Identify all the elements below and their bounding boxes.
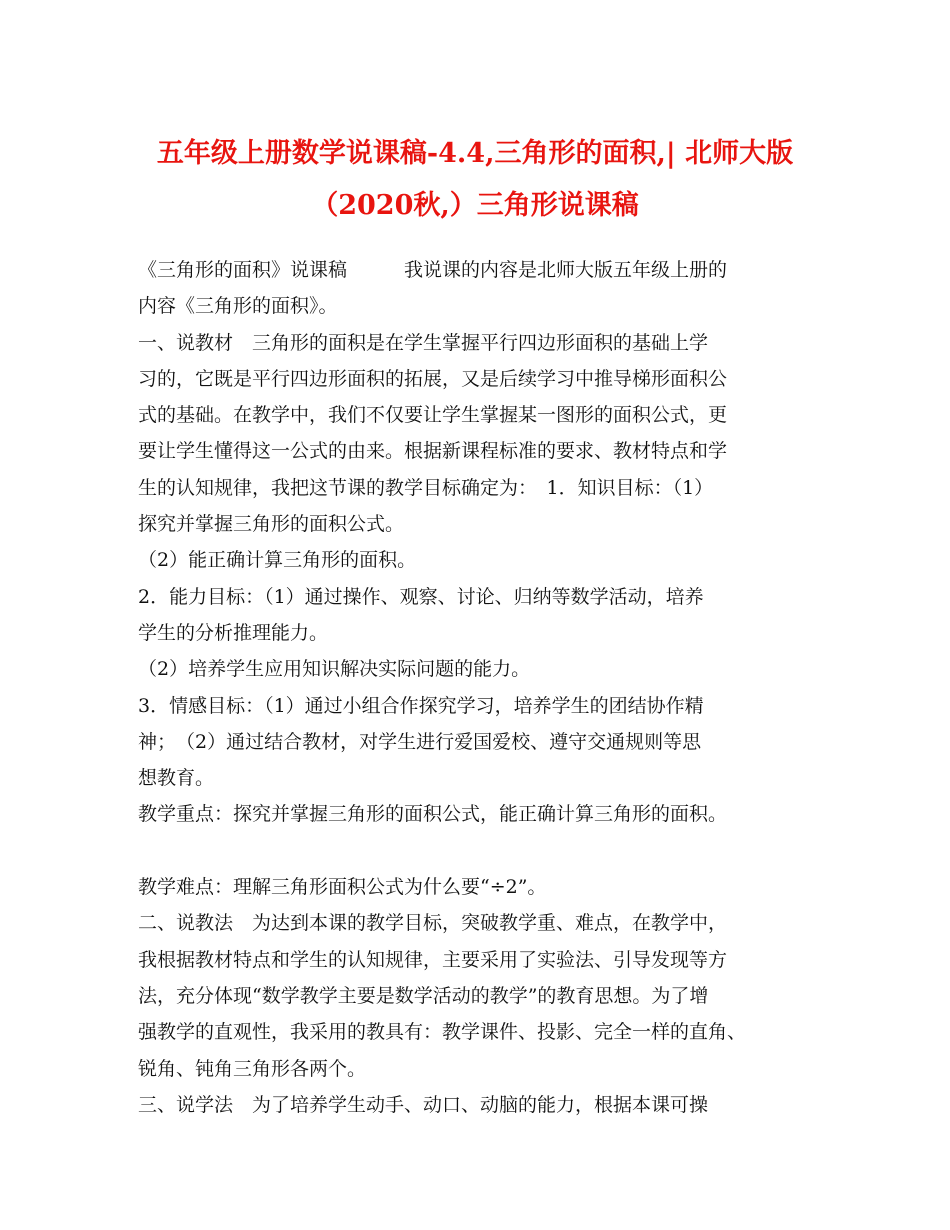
- body-line: 3．情感目标：（1）通过小组合作探究学习，培养学生的团结协作精: [138, 694, 704, 717]
- body-line: 要让学生懂得这一公式的由来。根据新课程标准的要求、教材特点和学: [138, 440, 728, 463]
- body-line: （2）能正确计算三角形的面积。: [138, 549, 417, 572]
- body-line: 学生的分析推理能力。: [138, 621, 329, 644]
- body-line: 教学重点：探究并掌握三角形的面积公式，能正确计算三角形的面积。: [138, 803, 728, 826]
- body-line: 神； （2）通过结合教材，对学生进行爱国爱校、遵守交通规则等思: [138, 730, 702, 753]
- document-title: [120, 128, 830, 232]
- body-line: 内容《三角形的面积》。: [138, 295, 338, 318]
- title-line-2: （2020秋,）三角形说课稿: [311, 190, 639, 221]
- body-line: 强教学的直观性，我采用的教具有：教学课件、投影、完全一样的直角、: [138, 1021, 747, 1044]
- body-line: （2）培养学生应用知识解决实际问题的能力。: [138, 658, 531, 681]
- body-line: 锐角、钝角三角形各两个。: [138, 1057, 367, 1080]
- body-line: 习的，它既是平行四边形面积的拓展，又是后续学习中推导梯形面积公: [138, 367, 728, 390]
- blank-line: [138, 833, 828, 869]
- body-line: 《三角形的面积》说课稿 我说课的内容是北师大版五年级上册的: [138, 259, 728, 281]
- title-line-1: 五年级上册数学说课稿-4.4,三角形的面积,| 北师大版: [156, 138, 794, 169]
- body-line: 教学难点：理解三角形面积公式为什么要“÷2”。: [138, 876, 547, 899]
- body-line: 探究并掌握三角形的面积公式。: [138, 513, 405, 536]
- body-line: 想教育。: [138, 767, 215, 790]
- body-line: 式的基础。在教学中，我们不仅要让学生掌握某一图形的面积公式，更: [138, 404, 728, 427]
- body-line: 2．能力目标：（1）通过操作、观察、讨论、归纳等数学活动，培养: [138, 585, 704, 608]
- document-body: [138, 252, 828, 1123]
- body-line: 一、说教材 三角形的面积是在学生掌握平行四边形面积的基础上学: [138, 331, 709, 354]
- body-line: 三、说学法 为了培养学生动手、动口、动脑的能力，根据本课可操: [138, 1093, 709, 1116]
- body-line: 生的认知规律，我把这节课的教学目标确定为： 1．知识目标：（1）: [138, 476, 714, 499]
- body-line: 二、说教法 为达到本课的教学目标，突破教学重、难点，在教学中，: [138, 912, 728, 935]
- body-line: 法，充分体现“数学教学主要是数学活动的教学”的教育思想。为了增: [138, 984, 709, 1007]
- body-line: 我根据教材特点和学生的认知规律，主要采用了实验法、引导发现等方: [138, 948, 728, 971]
